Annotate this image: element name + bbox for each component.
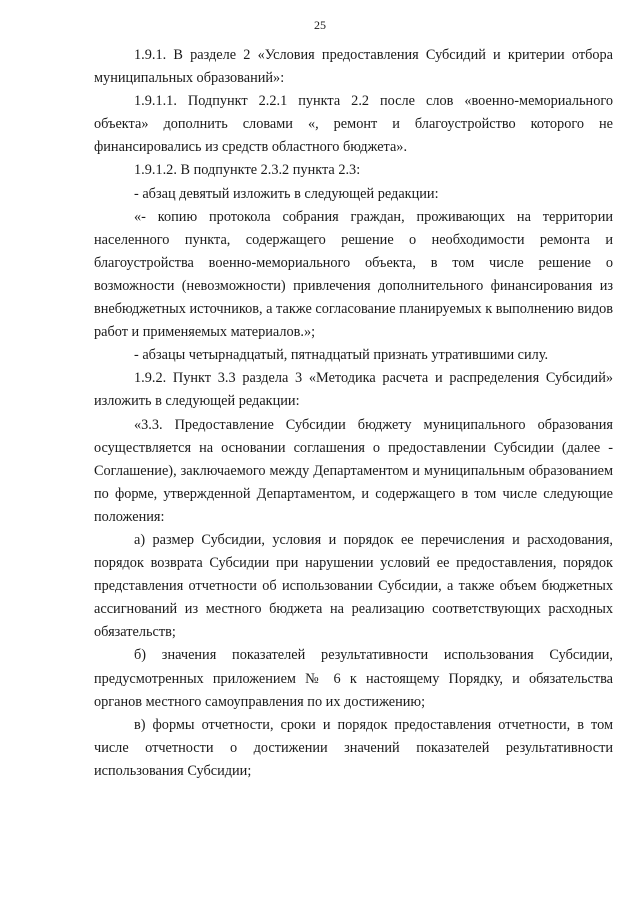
document-body — [94, 44, 613, 783]
list-item-b: б) значения показателей результативности использования Субсидии, предусмотренных приложением № 6 к настоящему Порядку, и обязательства органов местного самоуправления по их достижению; — [94, 647, 613, 710]
paragraph-1-9-1-1: 1.9.1.1. Подпункт 2.2.1 пункта 2.2 после слов «военно-мемориального объекта» дополнить словами «, ремонт и благоустройство которого не финансировались из средств областного бюджета». — [94, 93, 613, 156]
paragraph-1-9-2: 1.9.2. Пункт 3.3 раздела 3 «Методика расчета и распределения Субсидий» изложить в следующей редакции: — [94, 370, 613, 410]
paragraph-3-3: «3.3. Предоставление Субсидии бюджету муниципального образования осуществляется на основании соглашения о предоставлении Субсидии (далее - Соглашение), заключаемого между Департаментом и муниципальным образованием по форме, утвержденной Департаментом, и содержащего в том числе следующие положения: — [94, 416, 613, 525]
list-item-a: а) размер Субсидии, условия и порядок ее перечисления и расходования, порядок возврата Субсидии при нарушении условий ее предоставления, порядок представления отчетности об использовании Субсидии, а также объем бюджетных ассигнований из местного бюджета на реализацию соответствующих расходных обязательств; — [94, 531, 613, 641]
paragraph-1-9-1-2: 1.9.1.2. В подпункте 2.3.2 пункта 2.3: — [134, 162, 361, 179]
paragraph-protocol-quote: «- копию протокола собрания граждан, проживающих на территории населенного пункта, содержащего решение о необходимости ремонта и благоустройства военно-мемориального объекта, в том числе решение о возможности (невозможности) привлечения дополнительного финансирования из внебюджетных источников, а также согласование планируемых к выполнению видов работ и применяемых материалов.»; — [94, 208, 613, 341]
page-number: 25 — [314, 18, 326, 32]
paragraph-void-abzacs: - абзацы четырнадцатый, пятнадцатый признать утратившими силу. — [134, 347, 549, 364]
paragraph-1-9-1: 1.9.1. В разделе 2 «Условия предоставления Субсидий и критерии отбора муниципальных образований»: — [94, 47, 613, 87]
list-item-v: в) формы отчетности, сроки и порядок предоставления отчетности, в том числе отчетности о достижении значений показателей результативности использования Субсидии; — [94, 716, 613, 779]
paragraph-ninth-abzac-intro: - абзац девятый изложить в следующей редакции: — [134, 185, 439, 202]
